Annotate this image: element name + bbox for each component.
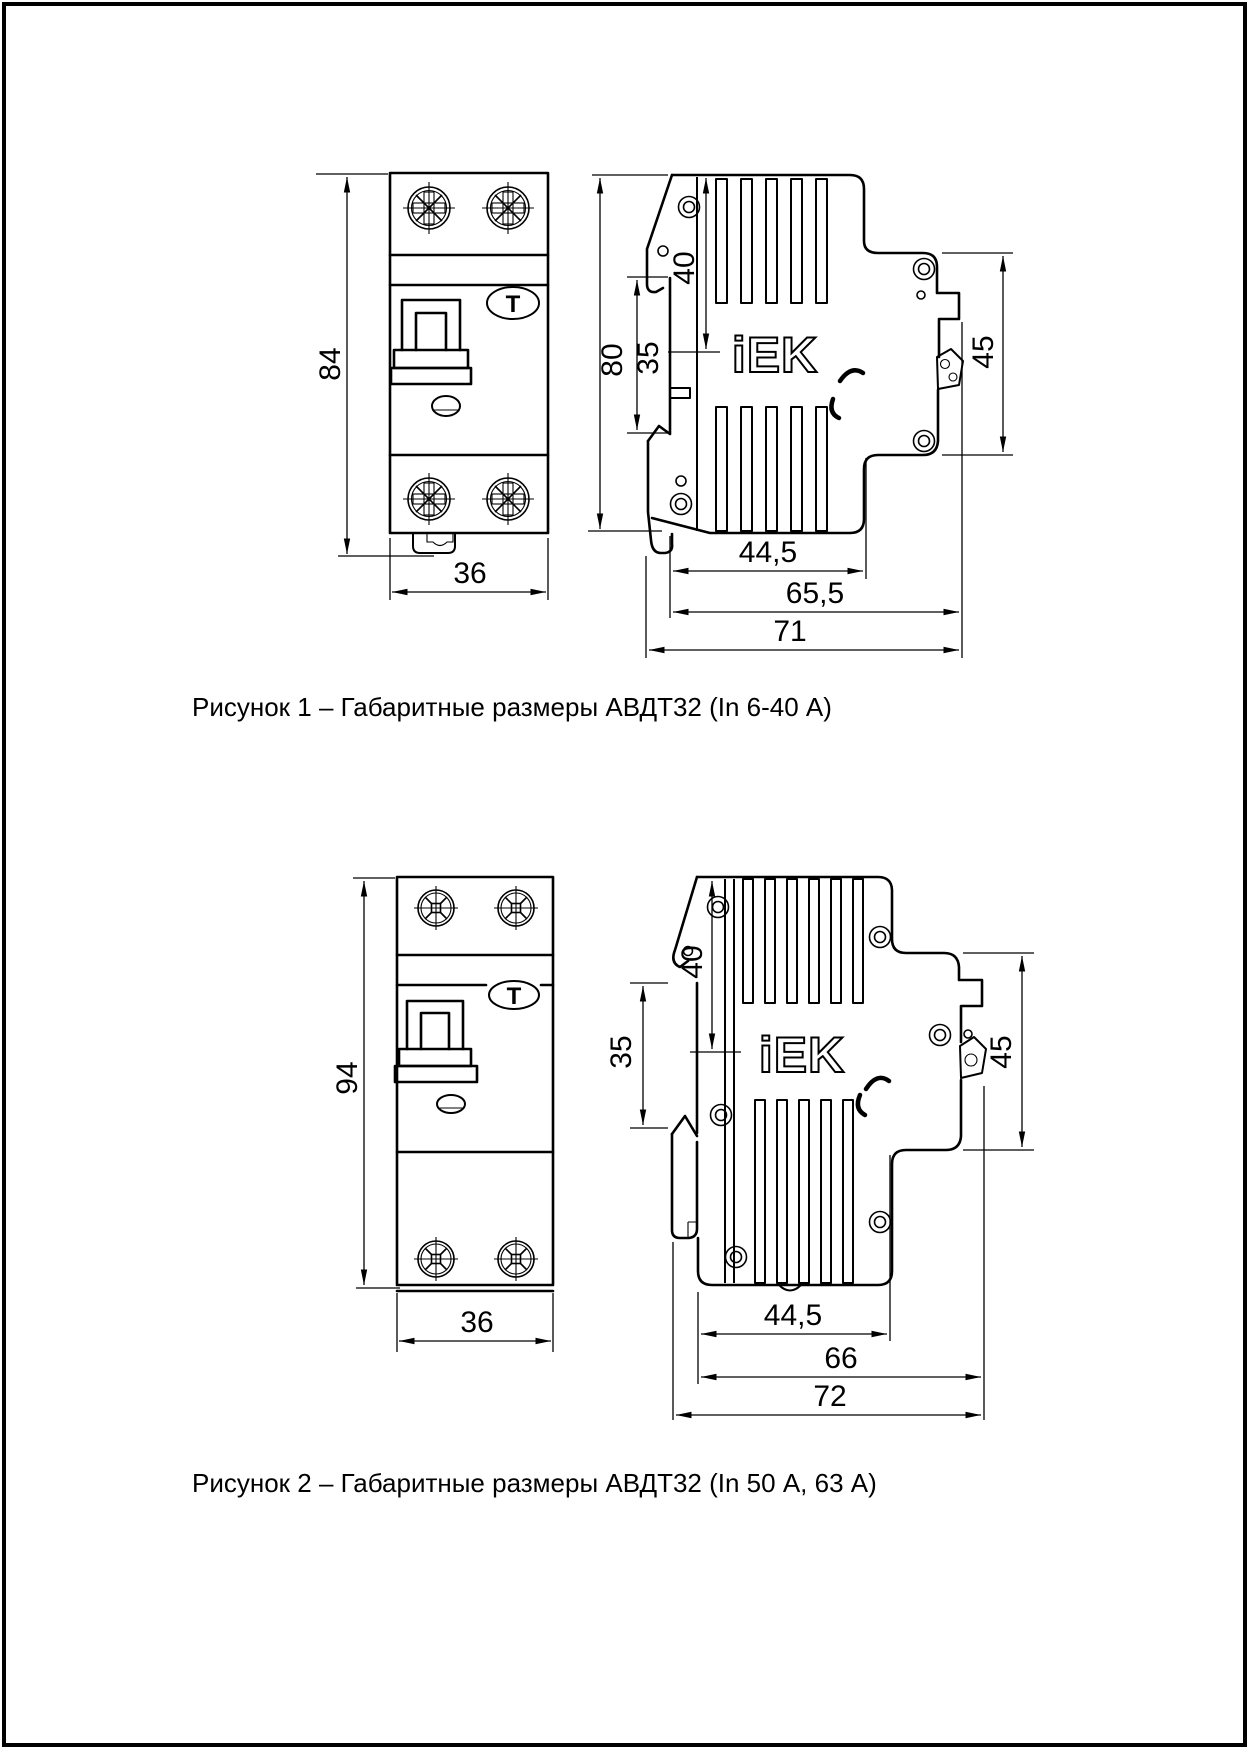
indicator-window: [432, 396, 460, 416]
svg-text:45: 45: [967, 335, 1000, 369]
latch: [960, 1037, 986, 1078]
toggle-switch: [391, 300, 471, 384]
test-button: [489, 981, 539, 1010]
svg-text:44,5: 44,5: [763, 1299, 823, 1332]
svg-text:36: 36: [453, 557, 487, 590]
svg-text:65,5: 65,5: [785, 577, 845, 610]
din-clip: [413, 533, 455, 553]
test-button-label: Т: [506, 983, 522, 1010]
dimension-44-5: [698, 1155, 890, 1384]
mold-marks: [858, 1078, 889, 1115]
iek-logo: iEK: [758, 1027, 846, 1083]
svg-text:35: 35: [632, 341, 665, 375]
screw-icon: [414, 886, 538, 1281]
figure1-drawing: [314, 173, 1013, 658]
figure1-front-view: [314, 173, 548, 600]
indicator-window: [437, 1095, 465, 1113]
svg-text:94: 94: [331, 1061, 364, 1095]
dimension-72: [673, 1242, 981, 1420]
figure1-caption: Рисунок 1 – Габаритные размеры АВДТ32 (In 6-40 А): [192, 692, 832, 722]
dimension-35: [605, 983, 668, 1128]
svg-text:80: 80: [596, 343, 629, 377]
figure2-drawing: [331, 877, 1034, 1420]
dimension-45: [942, 253, 1013, 455]
figure2-side-view: [605, 877, 1034, 1420]
svg-text:84: 84: [314, 347, 347, 381]
svg-text:45: 45: [985, 1035, 1018, 1069]
dimension-35: [627, 277, 668, 433]
dimension-94: [331, 878, 400, 1288]
svg-text:35: 35: [605, 1035, 638, 1069]
svg-text:40: 40: [676, 945, 709, 979]
iek-logo: iEK: [731, 327, 819, 383]
test-button-label: Т: [505, 291, 521, 318]
svg-text:66: 66: [824, 1342, 858, 1375]
dimension-40: [676, 881, 741, 1052]
figure1-side-view: [588, 175, 1013, 658]
svg-text:71: 71: [773, 615, 807, 648]
figure2-caption: Рисунок 2 – Габаритные размеры АВДТ32 (In 50 А, 63 А): [192, 1468, 877, 1498]
svg-text:44,5: 44,5: [738, 536, 798, 569]
test-button: [487, 287, 539, 319]
svg-text:72: 72: [813, 1380, 847, 1413]
svg-text:36: 36: [460, 1306, 494, 1339]
svg-text:40: 40: [668, 251, 701, 285]
mold-marks: [831, 370, 863, 418]
dimension-45: [963, 953, 1034, 1150]
dimension-36: [397, 1293, 553, 1352]
latch: [937, 349, 963, 389]
toggle-switch: [395, 1001, 477, 1082]
figure2-front-view: [331, 877, 553, 1352]
